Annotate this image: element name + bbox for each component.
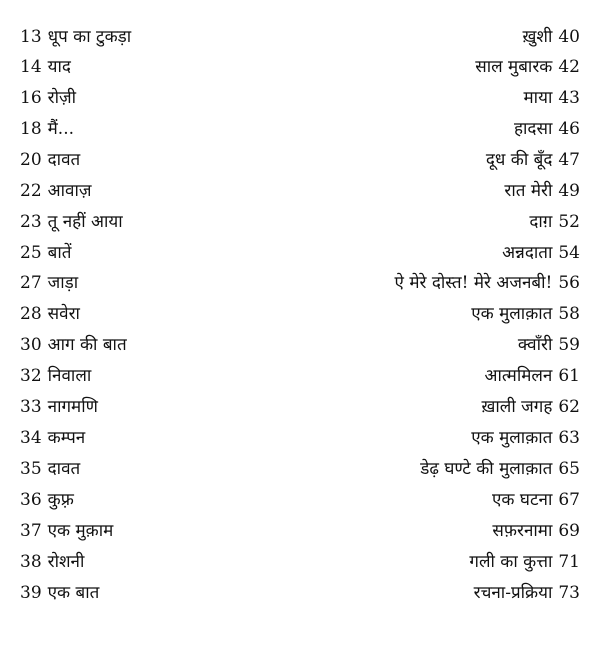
left-entry [20,268,78,298]
left-entry-title: आग की बात [47,335,127,355]
left-entry [20,176,91,206]
right-page-number: 46 [558,119,580,139]
right-entry-title: आत्ममिलन [484,366,553,386]
left-page-number: 27 [20,273,42,293]
left-page-number: 34 [20,428,42,448]
left-page-number: 35 [20,459,42,479]
left-entry [20,207,123,237]
right-entry [492,485,580,515]
left-page-number: 30 [20,335,42,355]
toc-row [0,176,600,206]
left-entry-title: जाड़ा [47,273,79,293]
right-page-number: 49 [558,181,580,201]
toc-row [0,547,600,577]
toc-row [0,578,600,608]
left-entry-title: एक बात [47,583,100,603]
right-entry [420,454,580,484]
left-page-number: 20 [20,150,42,170]
left-entry [20,238,71,268]
toc-row [0,423,600,453]
left-entry [20,361,91,391]
left-entry [20,22,131,52]
left-entry-title: कुफ़्र [47,490,74,510]
left-entry [20,423,85,453]
right-entry [524,83,580,113]
left-entry-title: निवाला [47,366,92,386]
right-page-number: 63 [558,428,580,448]
toc-row [0,145,600,175]
left-entry-title: रोज़ी [47,88,77,108]
toc-row [0,299,600,329]
left-page-number: 38 [20,552,42,572]
right-entry-title: अन्नदाता [502,243,553,263]
right-entry [502,238,580,268]
left-entry-title: दावत [47,150,81,170]
right-entry [486,145,580,175]
left-entry-title: नागमणि [47,397,98,417]
right-entry [492,516,580,546]
toc-row [0,454,600,484]
right-entry [395,268,580,298]
right-entry [471,423,580,453]
left-entry [20,114,74,144]
right-entry [469,547,580,577]
toc-row [0,22,600,52]
right-entry-title: साल मुबारक [475,57,553,77]
left-page-number: 18 [20,119,42,139]
right-page-number: 56 [558,273,580,293]
right-entry-title: रात मेरी [504,181,553,201]
right-page-number: 52 [558,212,580,232]
toc-row [0,114,600,144]
right-entry [514,114,580,144]
right-page-number: 54 [558,243,580,263]
left-page-number: 23 [20,212,42,232]
left-entry [20,52,71,82]
right-entry-title: गली का कुत्ता [469,552,553,572]
toc-row [0,485,600,515]
right-entry [475,52,580,82]
right-page-number: 67 [558,490,580,510]
right-entry-title: एक मुलाक़ात [471,428,553,448]
left-page-number: 37 [20,521,42,541]
right-entry-title: एक मुलाक़ात [471,304,553,324]
right-entry [482,392,581,422]
left-entry [20,299,80,329]
left-entry-title: कम्पन [47,428,86,448]
left-entry-title: तू नहीं आया [47,212,123,232]
right-page-number: 40 [558,27,580,47]
toc-row [0,516,600,546]
toc-row [0,361,600,391]
left-entry-title: याद [47,57,71,77]
right-entry [474,578,580,608]
right-entry-title: डेढ़ घण्टे की मुलाक़ात [420,459,553,479]
left-entry-title: मैं... [47,119,75,139]
left-entry-title: सवेरा [47,304,80,324]
right-page-number: 59 [558,335,580,355]
right-page-number: 69 [558,521,580,541]
right-entry-title: दाग़ [529,212,553,232]
right-page-number: 62 [558,397,580,417]
left-page-number: 32 [20,366,42,386]
right-entry-title: क्वाँरी [517,335,553,355]
right-page-number: 47 [558,150,580,170]
right-entry [504,176,580,206]
left-entry [20,454,80,484]
right-entry [529,207,580,237]
left-entry-title: धूप का टुकड़ा [47,27,132,47]
right-entry-title: ख़ाली जगह [481,397,553,417]
left-page-number: 33 [20,397,42,417]
left-entry [20,578,99,608]
right-entry-title: माया [523,88,553,108]
left-entry-title: रोशनी [47,552,85,572]
left-entry [20,547,84,577]
left-entry [20,83,76,113]
toc-row [0,52,600,82]
toc-row [0,238,600,268]
right-entry-title: दूध की बूँद [485,150,553,170]
right-entry-title: एक घटना [492,490,553,510]
left-page-number: 22 [20,181,42,201]
left-entry [20,485,74,515]
right-page-number: 61 [558,366,580,386]
right-page-number: 58 [558,304,580,324]
right-entry [518,330,580,360]
toc-row [0,268,600,298]
left-entry-title: आवाज़ [47,181,92,201]
toc-row [0,392,600,422]
right-page-number: 71 [558,552,580,572]
left-entry-title: एक मुक़ाम [47,521,114,541]
right-entry-title: सफ़रनामा [492,521,553,541]
left-page-number: 36 [20,490,42,510]
left-entry-title: बातें [47,243,72,263]
right-entry-title: ऐ मेरे दोस्त! मेरे अजनबी! [394,273,553,293]
left-page-number: 39 [20,583,42,603]
left-page-number: 13 [20,27,42,47]
right-entry-title: हादसा [514,119,553,139]
right-entry [485,361,581,391]
left-entry [20,516,113,546]
left-entry-title: दावत [47,459,81,479]
left-entry [20,392,98,422]
left-page-number: 14 [20,57,42,77]
toc-row [0,83,600,113]
right-page-number: 43 [558,88,580,108]
left-entry [20,330,127,360]
toc-row [0,330,600,360]
right-page-number: 65 [558,459,580,479]
right-entry-title: रचना-प्रक्रिया [473,583,553,603]
left-entry [20,145,80,175]
right-page-number: 73 [558,583,580,603]
left-page-number: 28 [20,304,42,324]
left-page-number: 25 [20,243,42,263]
toc-row [0,207,600,237]
right-entry [522,22,580,52]
left-page-number: 16 [20,88,42,108]
right-entry-title: ख़ुशी [522,27,553,47]
right-page-number: 42 [558,57,580,77]
right-entry [471,299,580,329]
